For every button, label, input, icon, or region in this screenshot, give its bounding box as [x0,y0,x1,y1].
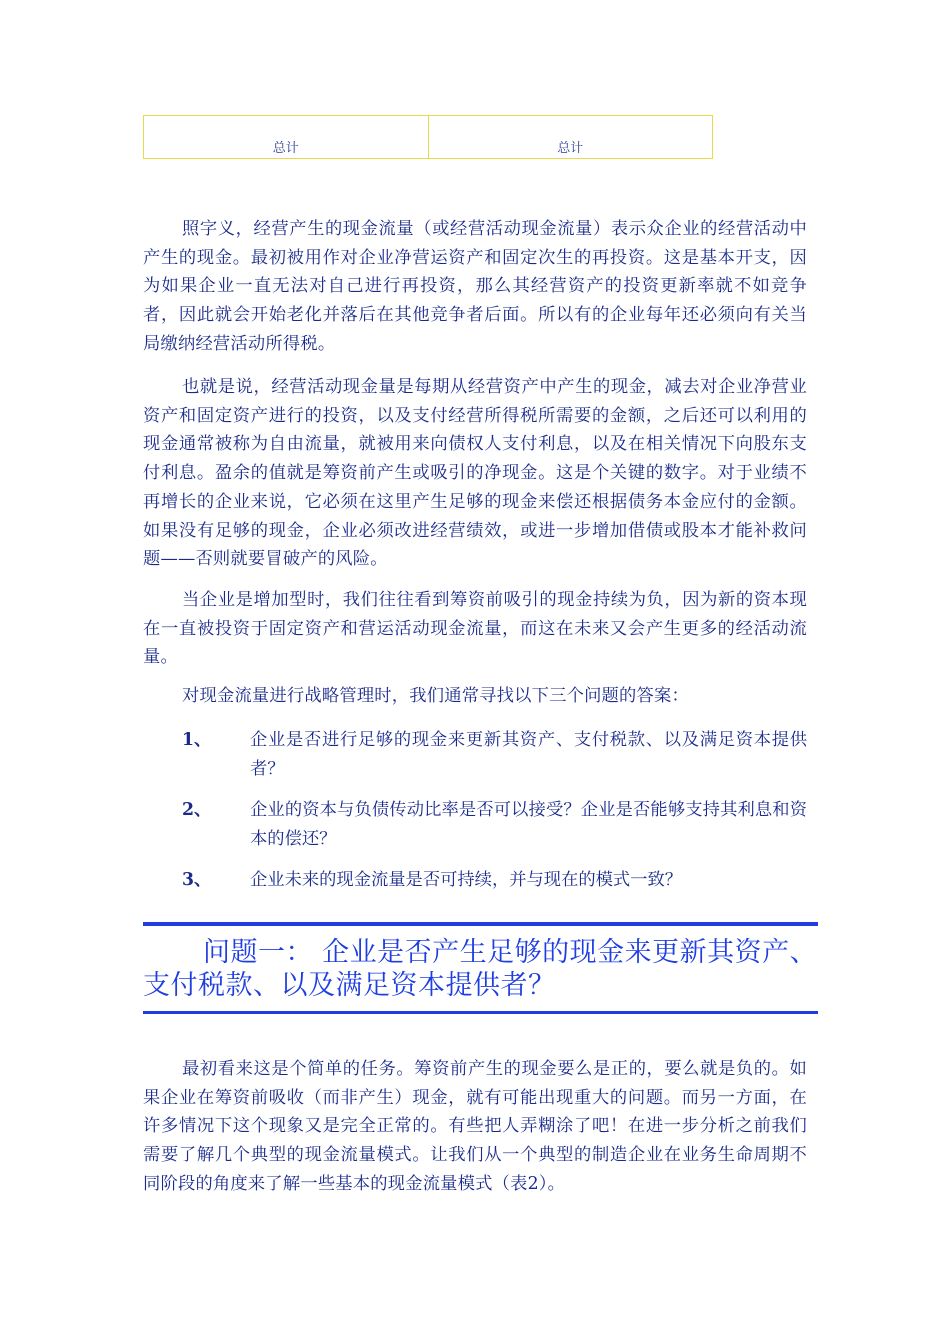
paragraph-operating-cash-flow: 照字义，经营产生的现金流量（或经营活动现金流量）表示众企业的经营活动中产生的现金。最初被用作对企业净营运资产和固定次生的再投资。这是基本开支，因为如果企业一直无法对自己进行再投资，那么其经营资产的投资更新率就不如竞争者，因此就会开始老化并落后在其他竞争者后面。所以有的企业每年还必须向有关当局缴纳经营活动所得税。 [143,219,807,354]
list-text: 企业的资本与负债传动比率是否可以接受？企业是否能够支持其利息和资本的偿还？ [250,800,807,849]
totals-table [143,115,713,159]
heading-rule-bottom [143,1011,818,1014]
list-text: 企业未来的现金流量是否可持续，并与现在的模式一致？ [250,870,683,890]
list-number: 2、 [182,800,212,820]
paragraph-growth-company: 当企业是增加型时，我们往往看到筹资前吸引的现金持续为负，因为新的资本现在一直被投资于固定资产和营运活动现金流量，而这在未来又会产生更多的经活动流量。 [143,590,807,668]
paragraph-cash-flow-patterns: 最初看来这是个简单的任务。筹资前产生的现金要么是正的，要么就是负的。如果企业在筹资前吸收（而非产生）现金，就有可能出现重大的问题。而另一方面，在许多情况下这个现象又是完全正常的。有些把人弄糊涂了吧！在进一步分析之前我们需要了解几个典型的现金流量模式。让我们从一个典型的制造企业在业务生命周期不同阶段的角度来了解一些基本的现金流量模式（表2）。 [143,1059,807,1194]
list-number: 1、 [182,730,212,750]
heading-rule-top [143,922,818,926]
table-cell-total-left: 总计 [144,116,429,159]
list-number: 3、 [182,870,212,890]
paragraph-free-cash-flow: 也就是说，经营活动现金量是每期从经营资产中产生的现金，减去对企业净营业资产和固定资产进行的投资，以及支付经营所得税所需要的金额，之后还可以利用的现金通常被称为自由流量，就被用来向债权人支付利息，以及在相关情况下向股东支付利息。盈余的值就是筹资前产生或吸引的净现金。这是个关键的数字。对于业绩不再增长的企业来说，它必须在这里产生足够的现金来偿还根据债务本金应付的金额。如果没有足够的现金，企业必须改进经营绩效，或进一步增加借债或股本才能补救问题——否则就要冒破产的风险。 [143,377,807,570]
paragraph-three-questions-intro: 对现金流量进行战略管理时，我们通常寻找以下三个问题的答案： [182,686,689,706]
table-cell-total-right: 总计 [428,116,713,159]
table-row [144,116,713,159]
section-heading: 问题一： 企业是否产生足够的现金来更新其资产、支付税款、以及满足资本提供者？ [143,937,818,1001]
list-text: 企业是否进行足够的现金来更新其资产、支付税款、以及满足资本提供者？ [250,730,807,779]
